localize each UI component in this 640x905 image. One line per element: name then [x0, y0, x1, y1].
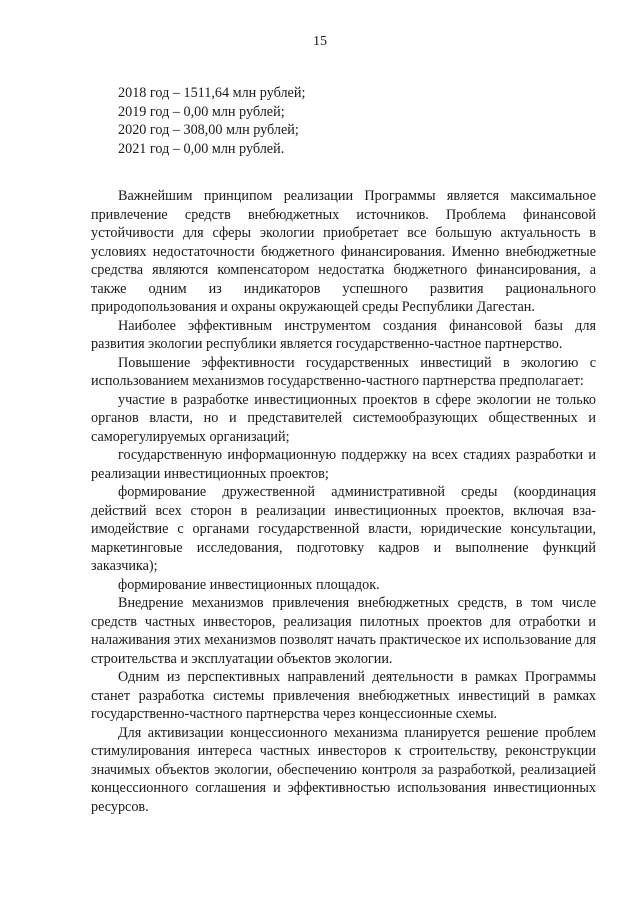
paragraph-efficiency: Повышение эффективности государственных инвестиций в экологию с использованием механизмов государственно-частного партнерства предполагает:: [91, 354, 596, 389]
paragraph-mechanisms: Внедрение механизмов привлечения внебюджетных средств, в том числе средств частных инвесторов, реализация пилотных проектов для отработки и налаживания этих механизмов позволят начать практическое их использование для строительства и эксплуатации объектов экологии.: [91, 595, 596, 667]
paragraph-instrument: Наиболее эффективным инструментом создания финансовой базы для развития экологии республики является государственно-частное партнерство.: [91, 317, 596, 352]
section-gap: [91, 158, 596, 187]
budget-line-2018: 2018 год – 1511,64 млн рублей;: [118, 85, 306, 101]
page-number: 15: [313, 34, 327, 49]
paragraph-concession-schemes: Одним из перспективных направлений деятельности в рамках Программы станет разработка системы привлечения внебюджетных инвестиций в рамках государственно-частного партнерства через концессионные схемы.: [91, 669, 596, 722]
budget-line-2020: 2020 год – 308,00 млн рублей;: [118, 122, 299, 138]
paragraph-concession-activation: Для активизации концессионного механизма планируется решение проблем стимулирования интереса частных инвесторов к строительству, реконструкции значимых объектов экологии, обеспечению контроля за разработкой, реализацией концессионного соглашения и эффективностью использования инвестиционных ресурсов.: [91, 724, 596, 815]
document-body: [91, 84, 596, 816]
budget-list: [118, 84, 596, 158]
list-item-info-support: государственную информационную поддержку на всех стадиях разработки и реализации инвестиционных проектов;: [91, 447, 596, 482]
list-item-admin-environment: формирование дружественной административной среды (координация действий всех сторон в реализации инвестиционных проектов, включая взаимодействие с органами государственной власти, юридические консультации, маркетинговые исследования, подготовку кадров и выполнение функций заказчика);: [91, 484, 596, 574]
list-item-participation: участие в разработке инвестиционных проектов в сфере экологии не только органов власти, но и представителей системообразующих общественных и саморегулируемых организаций;: [91, 391, 596, 445]
list-item-investment-sites: формирование инвестиционных площадок.: [118, 576, 380, 593]
paragraph-principle: Важнейшим принципом реализации Программы является максимальное привлечение средств внебюджетных источников. Проблема финансовой устойчивости для сферы экологии приобретает все большую актуальность в условиях недостаточности бюджетного финансирования. Именно внебюджетные средства являются компенсатором недостатка бюджетного финансирования, а также одним из индикаторов успешного развития рационального природопользования и охраны окружающей среды Республики Дагестан.: [91, 188, 596, 315]
budget-line-2019: 2019 год – 0,00 млн рублей;: [118, 103, 285, 120]
budget-line-2021: 2021 год – 0,00 млн рублей.: [118, 140, 285, 157]
